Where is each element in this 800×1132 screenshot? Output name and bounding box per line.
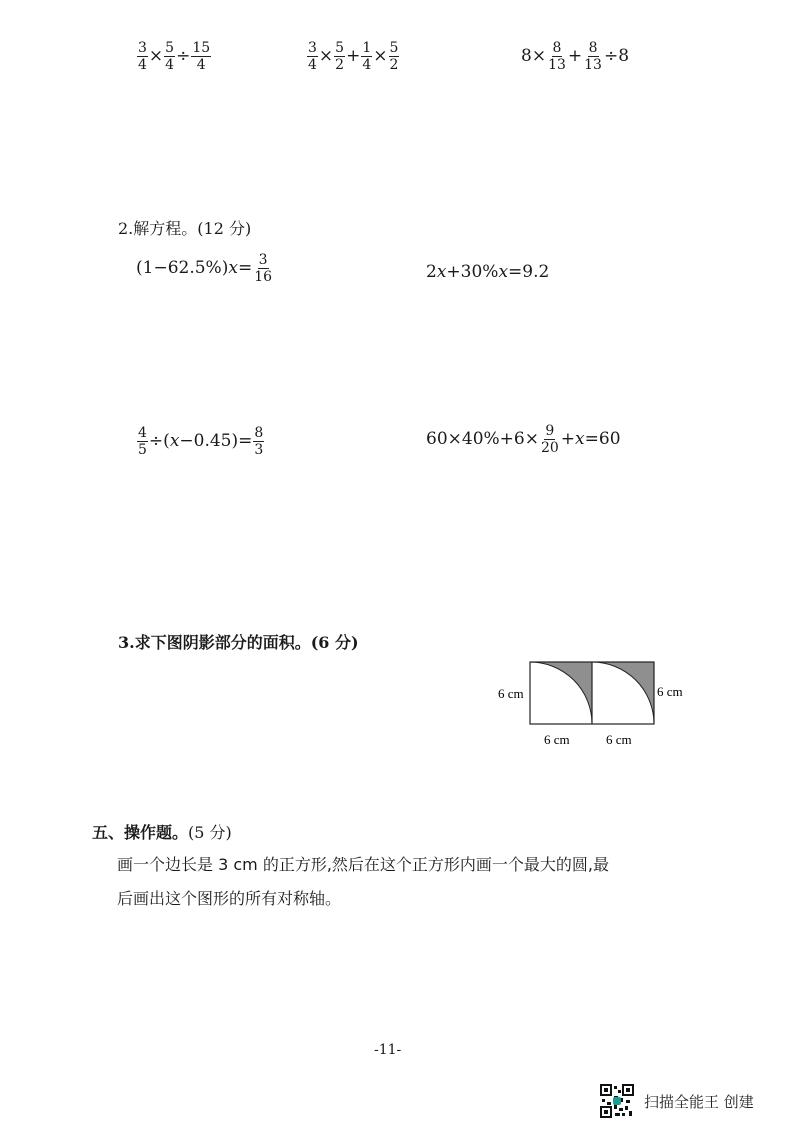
equation-2: 2 x +30% x =9.2 [426,261,550,282]
section-5-score: (5 分) [188,823,232,842]
label-bottom-right-width: 6 cm [606,732,632,747]
fraction: $\frac{5}{2}$ [389,40,399,74]
section-2-title: 2.解方程。(12 分) [118,219,252,238]
page-number: -11- [374,1042,402,1058]
label-bottom-left-width: 6 cm [544,732,570,747]
section-3-title: 3.求下图阴影部分的面积。(6 分) [118,633,359,652]
fraction: $\frac{3}{16}$ [254,252,273,286]
fraction: $\frac{9}{20}$ [540,423,559,457]
expression-2: $\frac{3}{4}$ × $\frac{5}{2}$ + $\frac{1}{4}$ × $\frac{5}{2}$ [308,40,399,74]
equation-4: 60×40%+6× $\frac{9}{20}$ + x =60 [426,423,621,457]
scanner-text: 扫描全能王 创建 [644,1092,754,1111]
fraction: $\frac{5}{2}$ [335,40,345,74]
fraction: $\frac{8}{13}$ [548,40,566,74]
fraction: $\frac{4}{5}$ [138,425,147,459]
fraction: $\frac{1}{4}$ [362,40,372,74]
fraction: $\frac{15}{4}$ [192,40,211,74]
label-left-height: 6 cm [498,686,524,701]
fraction: $\frac{3}{4}$ [138,40,147,74]
qr-code-icon [600,1084,634,1118]
label-right-height: 6 cm [657,684,683,699]
fraction: $\frac{5}{4}$ [165,40,175,74]
shaded-area-figure [490,656,700,756]
expression-3: 8× $\frac{8}{13}$ + $\frac{8}{13}$ ÷8 [521,40,630,74]
equation-3: $\frac{4}{5}$ ÷( x −0.45)= $\frac{8}{3}$ [138,425,264,459]
scanner-watermark [600,1084,754,1118]
shaded-quarter-circle-left [530,662,592,724]
instruction-line-1: 画一个边长是 3 cm 的正方形,然后在这个正方形内画一个最大的圆,最 [117,855,609,874]
section-5-title: 五、操作题。 [92,823,189,842]
fraction: $\frac{8}{13}$ [584,40,602,74]
fraction: $\frac{3}{4}$ [308,40,317,74]
expression-1: $\frac{3}{4}$ × $\frac{5}{4}$ ÷ $\frac{15}{4}$ [138,40,211,74]
fraction: $\frac{8}{3}$ [254,425,264,459]
shaded-quarter-circle-right [592,662,654,724]
section-5-heading [92,820,232,843]
equation-1: (1−62.5%) x = $\frac{3}{16}$ [136,252,273,286]
instruction-line-2: 后画出这个图形的所有对称轴。 [117,889,342,908]
